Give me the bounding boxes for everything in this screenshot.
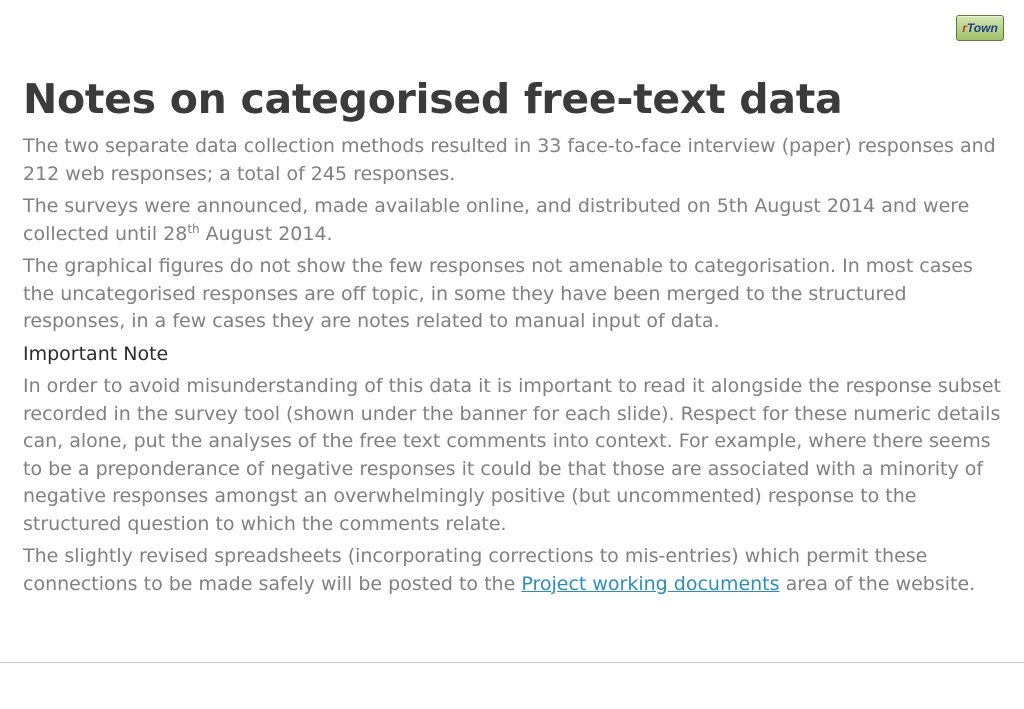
paragraph-dates-text: The surveys were announced, made available online, and distributed on 5th August 2014 and were collected until 28 <box>23 195 970 245</box>
paragraph-dates-end: August 2014. <box>199 222 333 245</box>
paragraph-uncategorised: The graphical figures do not show the few responses not amenable to categorisation. In most cases the uncategorised responses are off topic, in some they have been merged to the structured responses, in a few cases they are notes related to manual input of data. <box>23 255 973 332</box>
paragraph-responses: The two separate data collection methods resulted in 33 face-to-face interview (paper) responses and 212 web responses; a total of 245 responses. <box>23 135 996 185</box>
slide-content <box>23 74 1003 603</box>
logo-prefix: r <box>962 21 967 35</box>
rtown-logo[interactable] <box>956 15 1004 41</box>
footer-divider <box>0 662 1024 663</box>
important-note-heading: Important Note <box>23 342 169 365</box>
paragraph-important-note: In order to avoid misunderstanding of this data it is important to read it alongside the response subset recorded in the survey tool (shown under the banner for each slide). Respect for these numeric details can, alone, put the analyses of the free text comments into context. For example, where there seems to be a preponderance of negative responses it could be that those are associated with a minority of negative responses amongst an overwhelmingly positive (but uncommented) response to the structured question to which the comments relate. <box>23 375 1001 535</box>
paragraph-spreadsheets-text: The slightly revised spreadsheets (incorporating corrections to mis-entries) which permit these connections to be made safely will be posted to the <box>23 545 928 595</box>
ordinal-suffix: th <box>187 221 200 236</box>
paragraph-spreadsheets-end: area of the website. <box>779 572 976 595</box>
project-working-documents-link[interactable]: Project working documents <box>521 572 780 595</box>
paragraph-spreadsheets <box>23 543 1003 598</box>
logo-suffix: Town <box>966 21 998 35</box>
paragraph-dates <box>23 193 1003 248</box>
page-title: Notes on categorised free-text data <box>23 75 843 123</box>
